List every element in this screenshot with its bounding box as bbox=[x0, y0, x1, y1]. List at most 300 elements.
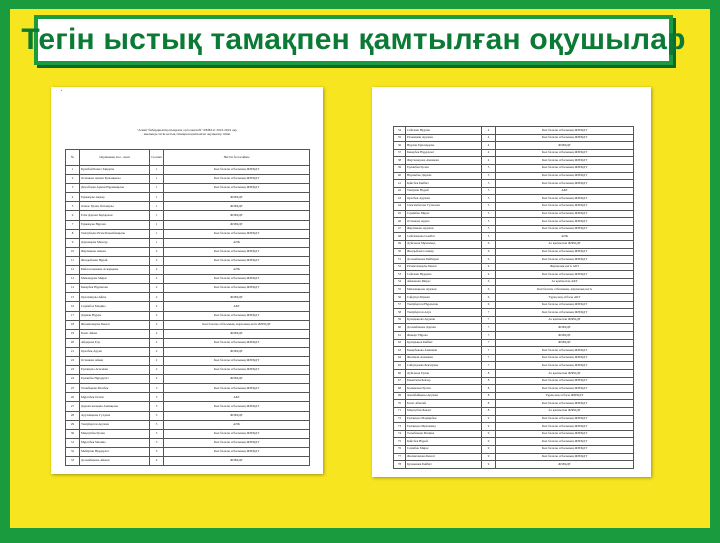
cell-number: 62 bbox=[394, 339, 406, 347]
cell-number: 39 bbox=[394, 164, 406, 172]
table-row bbox=[66, 447, 310, 456]
cell-basis: ЖЗЕҚДТ bbox=[164, 375, 310, 384]
cell-basis: Көп балалы отбасының ЖЗЕҚДТ bbox=[496, 127, 634, 135]
cell-number: 23 bbox=[66, 366, 80, 375]
cell-number: 10 bbox=[66, 247, 80, 256]
cell-number: 60 bbox=[394, 324, 406, 332]
cell-basis: АКТ bbox=[164, 302, 310, 311]
cell-student-name: Мейірхан Нұрдаулет bbox=[80, 447, 150, 456]
cell-number: 65 bbox=[394, 362, 406, 370]
cell-student-name: Жоламан Аманжан bbox=[406, 354, 482, 362]
table-row bbox=[394, 301, 634, 309]
cell-number: 46 bbox=[394, 218, 406, 226]
cell-basis: Көп балалы отбасының ЖЗЕҚДТ bbox=[496, 256, 634, 264]
table-row bbox=[394, 195, 634, 203]
cell-basis: Аз қамтылған ЖЗЕҚДТ bbox=[496, 316, 634, 324]
table-row bbox=[66, 175, 310, 184]
cell-grade: 3 bbox=[150, 384, 164, 393]
cell-basis: Көп балалы отбасының ЖЗЕҚДТ bbox=[496, 172, 634, 180]
cell-number: 76 bbox=[394, 445, 406, 453]
cell-student-name: Ерланбек Нұрдаулет bbox=[80, 375, 150, 384]
table-row bbox=[394, 142, 634, 150]
cell-student-name: Жолдыбаев Санжар bbox=[406, 248, 482, 256]
cell-student-name: Оразханұлы Айша bbox=[80, 293, 150, 302]
cell-student-name: Рахметжанұлы Бекзат bbox=[406, 263, 482, 271]
cell-student-name: Ажанбайқызы Аружан bbox=[406, 392, 482, 400]
cell-grade: 2 bbox=[150, 284, 164, 293]
cell-grade: 8 bbox=[482, 385, 496, 393]
cell-basis: Көп балалы отбасының ЖЗЕҚДТ bbox=[164, 384, 310, 393]
cell-student-name: Мамандұлы Мирас bbox=[80, 275, 150, 284]
cell-student-name: Мұратбек Оспан bbox=[80, 393, 150, 402]
cell-number: 67 bbox=[394, 377, 406, 385]
cell-number: 6 bbox=[66, 211, 80, 220]
col-header-grade: Сы нып bbox=[150, 150, 164, 166]
table-row bbox=[66, 247, 310, 256]
cell-grade: 7 bbox=[482, 324, 496, 332]
cell-grade: 3 bbox=[150, 420, 164, 429]
table-row bbox=[394, 286, 634, 294]
cell-basis: Көп балалы отбасының ЖЗЕҚДТ bbox=[496, 377, 634, 385]
cell-basis: ЖЗЕҚДТ bbox=[496, 461, 634, 469]
cell-basis: Тұрақ жоқ отбасы ЖЗЕҚДТ bbox=[496, 392, 634, 400]
students-table-left bbox=[65, 149, 310, 466]
cell-grade: 4 bbox=[482, 134, 496, 142]
table-row bbox=[66, 229, 310, 238]
cell-student-name: Бакытжан Бекзар bbox=[406, 377, 482, 385]
col-header-number: № bbox=[66, 150, 80, 166]
cell-basis: Тұрақ жоқ отбасы АКТ bbox=[496, 294, 634, 302]
cell-student-name: Оралбек Аруна bbox=[80, 347, 150, 356]
cell-student-name: Қайсбек Нұрай bbox=[406, 438, 482, 446]
table-row bbox=[394, 278, 634, 286]
table-row bbox=[66, 193, 310, 202]
cell-number: 30 bbox=[66, 429, 80, 438]
cell-number: 11 bbox=[66, 256, 80, 265]
cell-student-name: Серикбек Мирас bbox=[406, 210, 482, 218]
cell-grade: 6 bbox=[482, 240, 496, 248]
cell-student-name: Нұрлыбек Дархан bbox=[406, 172, 482, 180]
cell-student-name: Танірхан Нұрай bbox=[406, 187, 482, 195]
cell-basis: Көп балалы отбасының ЖЗЕҚДТ bbox=[496, 347, 634, 355]
table-row bbox=[66, 438, 310, 447]
cell-grade: 2 bbox=[150, 275, 164, 284]
cell-student-name: Нұрлан Ерназарұлы bbox=[406, 142, 482, 150]
table-row bbox=[394, 339, 634, 347]
cell-basis: Көп балалы отбасының ЖЗЕҚДТ bbox=[164, 447, 310, 456]
cell-number: 12 bbox=[66, 266, 80, 275]
cell-number: 56 bbox=[394, 294, 406, 302]
cell-student-name: Қалымжан Ерлан bbox=[406, 385, 482, 393]
table-row bbox=[394, 263, 634, 271]
table-row bbox=[394, 294, 634, 302]
cell-number: 57 bbox=[394, 301, 406, 309]
table-row bbox=[66, 238, 310, 247]
cell-number: 37 bbox=[394, 149, 406, 157]
cell-student-name: Смагамбетова Гүлжазан bbox=[406, 202, 482, 210]
cell-basis: Көп балалы отбасының ЖЗЕҚДТ bbox=[496, 218, 634, 226]
table-body bbox=[394, 127, 634, 469]
cell-student-name: Досымбекова Дархан bbox=[406, 324, 482, 332]
cell-number: 41 bbox=[394, 180, 406, 188]
table-row bbox=[66, 256, 310, 265]
table-row bbox=[394, 225, 634, 233]
cell-student-name: Дүйсенов Ерлан bbox=[406, 370, 482, 378]
table-row bbox=[394, 134, 634, 142]
table-row bbox=[66, 266, 310, 275]
cell-grade: 2 bbox=[150, 366, 164, 375]
cell-basis: ЖЗЕҚДТ bbox=[164, 202, 310, 211]
cell-grade: 8 bbox=[482, 400, 496, 408]
cell-student-name: Оспанова Арман Ержанқызы bbox=[80, 175, 150, 184]
cell-basis: Аз қамтылған ЖЗЕҚДТ bbox=[496, 370, 634, 378]
table-row bbox=[394, 157, 634, 165]
cell-number: 38 bbox=[394, 157, 406, 165]
table-row bbox=[394, 354, 634, 362]
cell-student-name: Олжас Ерлан Оспанұлы bbox=[80, 202, 150, 211]
cell-basis: ЖЗЕҚДТ bbox=[496, 332, 634, 340]
cell-student-name: Сейтжан Нұрлан bbox=[406, 127, 482, 135]
cell-number: 3 bbox=[66, 184, 80, 193]
cell-basis: Көп балалы отбасының, жарғылық негіз ЖЗЕҚДТ bbox=[164, 320, 310, 329]
cell-basis: Көп балалы отбасының ЖЗЕҚДТ bbox=[496, 453, 634, 461]
cell-number: 59 bbox=[394, 316, 406, 324]
cell-number: 18 bbox=[66, 320, 80, 329]
cell-basis: Аз қамтылған ЖЗЕҚДТ bbox=[496, 240, 634, 248]
cell-number: 31 bbox=[66, 438, 80, 447]
cell-basis: Көп балалы отбасының ЖЗЕҚДТ bbox=[164, 247, 310, 256]
cell-number: 33 bbox=[66, 457, 80, 466]
cell-student-name: Оралбек Аружан bbox=[406, 195, 482, 203]
cell-student-name: Мақсұтбек Бекзат bbox=[406, 407, 482, 415]
cell-student-name: Ерланұлы Мадиярбек bbox=[406, 415, 482, 423]
cell-student-name: Жомарт Нұрлы bbox=[406, 332, 482, 340]
cell-number: 16 bbox=[66, 302, 80, 311]
cell-grade: 1 bbox=[150, 220, 164, 229]
cell-student-name: Тилеубаева Әсем Базылбекқызы bbox=[80, 229, 150, 238]
cell-grade: 1 bbox=[150, 193, 164, 202]
cell-grade: 5 bbox=[482, 210, 496, 218]
cell-student-name: Ермекұлы Ақжар bbox=[80, 193, 150, 202]
cell-grade: 4 bbox=[482, 142, 496, 150]
table-row bbox=[394, 210, 634, 218]
cell-student-name: Оспанова Айым bbox=[80, 356, 150, 365]
cell-number: 44 bbox=[394, 202, 406, 210]
cell-basis: ЖЗЕҚДТ bbox=[496, 339, 634, 347]
cell-basis: Көп балалы отбасының ЖЗЕҚДТ bbox=[164, 229, 310, 238]
cell-basis: ЖЗЕҚДТ bbox=[496, 324, 634, 332]
table-row bbox=[394, 370, 634, 378]
cell-grade: 2 bbox=[150, 375, 164, 384]
cell-basis: Көп балалы отбасының ЖЗЕҚДТ bbox=[164, 366, 310, 375]
table-row bbox=[66, 429, 310, 438]
cell-grade: 2 bbox=[150, 256, 164, 265]
table-row bbox=[394, 149, 634, 157]
cell-number: 34 bbox=[394, 127, 406, 135]
table-row bbox=[394, 164, 634, 172]
cell-number: 22 bbox=[66, 356, 80, 365]
cell-number: 48 bbox=[394, 233, 406, 241]
cell-basis: Көп балалы отбасының ЖЗЕҚДТ bbox=[496, 202, 634, 210]
cell-basis: Көп балалы отбасының ЖЗЕҚДТ bbox=[496, 385, 634, 393]
table-row bbox=[394, 407, 634, 415]
table-row bbox=[66, 384, 310, 393]
cell-grade: 5 bbox=[482, 164, 496, 172]
cell-grade: 7 bbox=[482, 339, 496, 347]
cell-grade: 5 bbox=[482, 172, 496, 180]
cell-student-name: Сейтжанова Сымбат bbox=[406, 233, 482, 241]
document-title-line: "Алмат бибердиевтің атындағы орта мектебі" КММ ат 2023-2024 оқу bbox=[137, 128, 237, 132]
cell-grade: 3 bbox=[150, 402, 164, 411]
cell-basis: ЖЗЕҚДТ bbox=[164, 220, 310, 229]
cell-basis: Көп балалы отбасының ЖЗЕҚДТ bbox=[496, 225, 634, 233]
cell-basis: Көп балалы отбасының ЖЗЕҚДТ bbox=[164, 166, 310, 175]
table-row bbox=[66, 220, 310, 229]
cell-grade: 3 bbox=[150, 429, 164, 438]
table-row bbox=[66, 411, 310, 420]
cell-grade: 5 bbox=[482, 233, 496, 241]
cell-number: 51 bbox=[394, 256, 406, 264]
table-row bbox=[394, 392, 634, 400]
cell-grade: 8 bbox=[482, 370, 496, 378]
cell-number: 42 bbox=[394, 187, 406, 195]
cell-number: 19 bbox=[66, 329, 80, 338]
cell-grade: 8 bbox=[482, 392, 496, 400]
cell-basis: Көп балалы отбасының ЖЗЕҚДТ bbox=[164, 256, 310, 265]
cell-student-name: Айдарова Еда bbox=[80, 338, 150, 347]
cell-number: 47 bbox=[394, 225, 406, 233]
cell-grade: 9 bbox=[482, 415, 496, 423]
table-row bbox=[394, 248, 634, 256]
cell-grade: 5 bbox=[482, 218, 496, 226]
cell-student-name: Бозат Айша bbox=[80, 329, 150, 338]
cell-grade: 1 bbox=[150, 229, 164, 238]
cell-student-name: Жоламханұлы Бекзат bbox=[80, 320, 150, 329]
cell-student-name: Қуандықов Бейбит bbox=[406, 339, 482, 347]
cell-basis: ЖЗЕҚДТ bbox=[164, 293, 310, 302]
cell-number: 4 bbox=[66, 193, 80, 202]
cell-student-name: Серікбек Мирас bbox=[406, 445, 482, 453]
cell-basis: ЖЗЕҚДТ bbox=[164, 329, 310, 338]
cell-basis: Көп балалы отбасының ЖЗЕҚДТ bbox=[164, 275, 310, 284]
cell-number: 26 bbox=[66, 393, 80, 402]
cell-grade: 6 bbox=[482, 301, 496, 309]
cell-student-name: Қайсбек Бейбит bbox=[406, 180, 482, 188]
cell-grade: 5 bbox=[482, 187, 496, 195]
col-header-name: Оқушының аты - жөні bbox=[80, 150, 150, 166]
cell-basis: Көп балалы отбасының ЖЗЕҚДТ bbox=[164, 438, 310, 447]
table-row bbox=[66, 166, 310, 175]
cell-student-name: Бекарбек Нұрлыхан bbox=[80, 284, 150, 293]
cell-number: 35 bbox=[394, 134, 406, 142]
table-row bbox=[394, 400, 634, 408]
cell-grade: 4 bbox=[482, 127, 496, 135]
cell-grade: 1 bbox=[150, 175, 164, 184]
cell-basis: ЖЗЕҚДТ bbox=[164, 211, 310, 220]
cell-number: 63 bbox=[394, 347, 406, 355]
cell-number: 40 bbox=[394, 172, 406, 180]
cell-basis: ЖЗЕҚДТ bbox=[164, 347, 310, 356]
cell-grade: 1 bbox=[150, 211, 164, 220]
cell-number: 15 bbox=[66, 293, 80, 302]
table-row bbox=[394, 347, 634, 355]
table-row bbox=[66, 275, 310, 284]
cell-basis: Көп балалы отбасының ЖЗЕҚДТ bbox=[496, 309, 634, 317]
cell-student-name: Жаулинова Аружан bbox=[406, 225, 482, 233]
cell-number: 58 bbox=[394, 309, 406, 317]
table-row bbox=[394, 324, 634, 332]
cell-number: 24 bbox=[66, 375, 80, 384]
cell-basis: Көп балалы отбасының ЖЗЕҚДТ bbox=[496, 149, 634, 157]
cell-grade: 4 bbox=[482, 149, 496, 157]
cell-number: 43 bbox=[394, 195, 406, 203]
table-row bbox=[66, 211, 310, 220]
table-row bbox=[66, 375, 310, 384]
cell-student-name: Оспанова Аруна bbox=[406, 218, 482, 226]
cell-grade: 2 bbox=[150, 338, 164, 347]
table-row bbox=[394, 172, 634, 180]
cell-basis: Көп балалы отбасының ЖЗЕҚДТ bbox=[496, 180, 634, 188]
table-row bbox=[66, 338, 310, 347]
page-mark bbox=[61, 90, 62, 91]
cell-student-name: Қуанбай Бахыт Заирұлы bbox=[80, 166, 150, 175]
cell-number: 77 bbox=[394, 453, 406, 461]
table-row bbox=[394, 377, 634, 385]
cell-student-name: Жаулинова Аяжан bbox=[80, 247, 150, 256]
table-row bbox=[394, 423, 634, 431]
cell-basis: Көп балалы отбасының ЖЗЕҚДТ bbox=[164, 402, 310, 411]
table-row bbox=[394, 453, 634, 461]
table-row bbox=[394, 271, 634, 279]
cell-grade: 1 bbox=[150, 184, 164, 193]
table-row bbox=[66, 329, 310, 338]
cell-basis: Көп балалы отбасының ЖЗЕҚДТ bbox=[496, 400, 634, 408]
cell-number: 75 bbox=[394, 438, 406, 446]
cell-basis: Көп балалы отбасының ЖЗЕҚДТ bbox=[496, 423, 634, 431]
table-row bbox=[394, 240, 634, 248]
cell-grade: 6 bbox=[482, 294, 496, 302]
cell-student-name: Дархан кызыны Аманқызы bbox=[80, 402, 150, 411]
cell-number: 49 bbox=[394, 240, 406, 248]
cell-grade: 2 bbox=[150, 293, 164, 302]
cell-grade: 2 bbox=[150, 302, 164, 311]
cell-grade: 3 bbox=[150, 438, 164, 447]
cell-grade: 8 bbox=[482, 407, 496, 415]
cell-student-name: Ерланбек Ерлан bbox=[406, 164, 482, 172]
table-row bbox=[394, 180, 634, 188]
table-row bbox=[66, 356, 310, 365]
cell-grade: 9 bbox=[482, 438, 496, 446]
cell-number: 74 bbox=[394, 430, 406, 438]
cell-student-name: Дүйсенов Мұхаммед bbox=[406, 240, 482, 248]
cell-grade: 6 bbox=[482, 278, 496, 286]
table-row bbox=[66, 184, 310, 193]
table-row bbox=[394, 385, 634, 393]
cell-student-name: Сәйділдаева Бекзархан bbox=[406, 362, 482, 370]
cell-number: 55 bbox=[394, 286, 406, 294]
cell-number: 50 bbox=[394, 248, 406, 256]
cell-student-name: Серикбол Медина bbox=[80, 302, 150, 311]
cell-student-name: Сейтжан Нұрдана bbox=[406, 271, 482, 279]
cell-basis: Көп балалы отбасының ЖЗЕҚДТ bbox=[496, 210, 634, 218]
cell-basis: Көп балалы отбасының ЖЗЕҚДТ bbox=[164, 338, 310, 347]
cell-grade: 6 bbox=[482, 263, 496, 271]
table-row bbox=[66, 320, 310, 329]
cell-basis: Көп балалы отбасының ЖЗЕҚДТ bbox=[496, 271, 634, 279]
cell-grade: 4 bbox=[482, 157, 496, 165]
cell-grade: 2 bbox=[150, 356, 164, 365]
cell-grade: 7 bbox=[482, 309, 496, 317]
cell-basis: АӘК bbox=[164, 238, 310, 247]
cell-basis: АКТ bbox=[496, 187, 634, 195]
cell-number: 32 bbox=[66, 447, 80, 456]
cell-grade: 6 bbox=[482, 256, 496, 264]
cell-basis: АӘК bbox=[496, 233, 634, 241]
cell-student-name: Танірберген Аружан bbox=[80, 420, 150, 429]
cell-grade: 9 bbox=[482, 430, 496, 438]
table-row bbox=[66, 347, 310, 356]
table-row bbox=[66, 457, 310, 466]
cell-number: 70 bbox=[394, 400, 406, 408]
cell-number: 7 bbox=[66, 220, 80, 229]
cell-basis: Көп балалы отбасының ЖЗЕҚДТ bbox=[164, 429, 310, 438]
table-row bbox=[394, 233, 634, 241]
table-row bbox=[66, 366, 310, 375]
document-page-left bbox=[51, 87, 323, 474]
cell-student-name: Дарханұлы Мансұр bbox=[80, 238, 150, 247]
table-body bbox=[66, 166, 310, 466]
cell-student-name: Досымбекова Бейбарыс bbox=[406, 256, 482, 264]
cell-student-name: Толыбекова Ризабек bbox=[80, 384, 150, 393]
cell-student-name: Дарман Нұрлы bbox=[80, 311, 150, 320]
cell-number: 5 bbox=[66, 202, 80, 211]
table-row bbox=[394, 461, 634, 469]
cell-basis: ЖЗЕҚДТ bbox=[496, 142, 634, 150]
table-row bbox=[394, 332, 634, 340]
table-row bbox=[394, 362, 634, 370]
cell-student-name: Айжанова Мирас bbox=[406, 278, 482, 286]
cell-grade: 3 bbox=[150, 393, 164, 402]
cell-student-name: Жолдыбаева Нұрай bbox=[80, 256, 150, 265]
table-row bbox=[394, 316, 634, 324]
cell-number: 66 bbox=[394, 370, 406, 378]
cell-grade: 9 bbox=[482, 461, 496, 469]
cell-student-name: Бекарбек Нұрдаулет bbox=[406, 149, 482, 157]
cell-number: 53 bbox=[394, 271, 406, 279]
cell-grade: 2 bbox=[150, 320, 164, 329]
cell-student-name: Толыбекова Малика bbox=[406, 430, 482, 438]
cell-basis: Көп балалы отбасының ЖЗЕҚДТ bbox=[164, 175, 310, 184]
cell-number: 21 bbox=[66, 347, 80, 356]
cell-basis: АКТ bbox=[164, 393, 310, 402]
cell-grade: 3 bbox=[150, 447, 164, 456]
cell-grade: 5 bbox=[482, 225, 496, 233]
table-row bbox=[394, 309, 634, 317]
cell-grade: 1 bbox=[150, 202, 164, 211]
cell-number: 68 bbox=[394, 385, 406, 393]
cell-grade: 7 bbox=[482, 332, 496, 340]
cell-grade: 7 bbox=[482, 347, 496, 355]
cell-number: 36 bbox=[394, 142, 406, 150]
cell-grade: 6 bbox=[482, 248, 496, 256]
table-row bbox=[394, 187, 634, 195]
cell-student-name: Досымбекова Айжан bbox=[80, 457, 150, 466]
cell-grade: 5 bbox=[482, 180, 496, 188]
cell-student-name: Бекарбекова Аманжан bbox=[406, 347, 482, 355]
cell-student-name: Рахымжан Аружан bbox=[406, 134, 482, 142]
cell-grade: 1 bbox=[150, 238, 164, 247]
table-row bbox=[394, 218, 634, 226]
